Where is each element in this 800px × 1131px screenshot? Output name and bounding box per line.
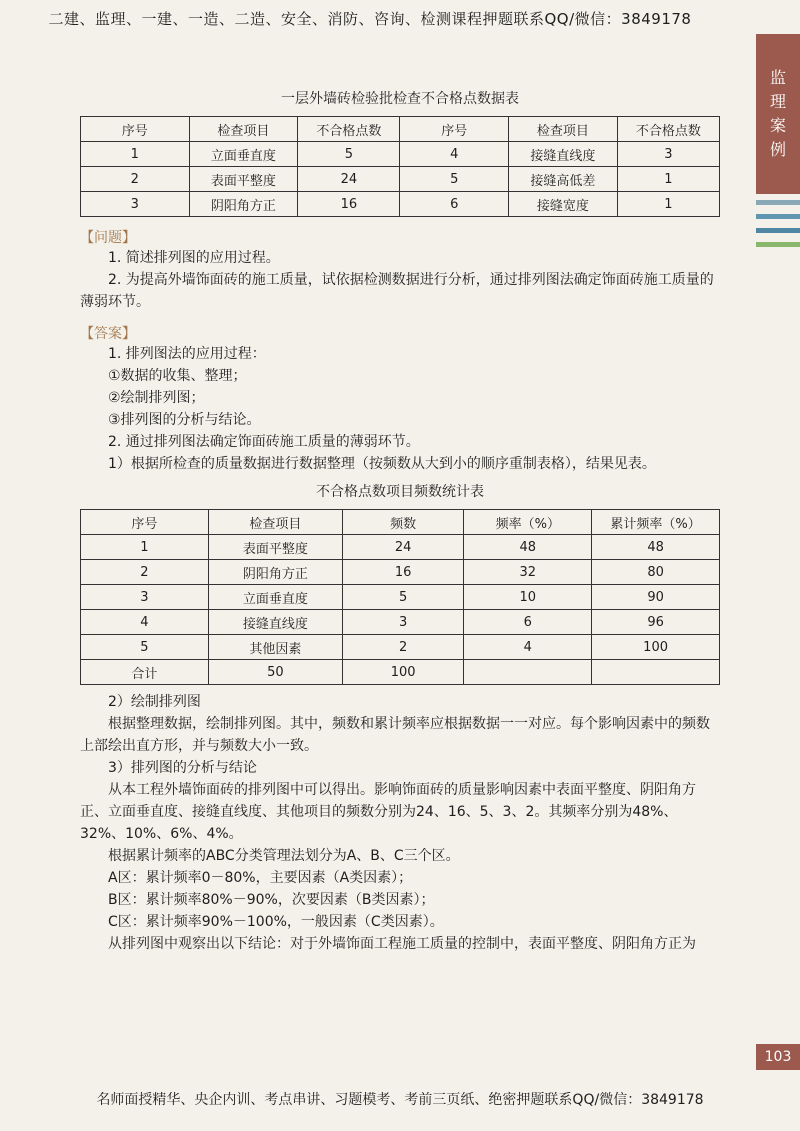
chapter-tab: [756, 34, 800, 194]
table-cell: 5: [81, 635, 209, 660]
header-banner: 二建、监理、一建、一造、二造、安全、消防、咨询、检测课程押题联系QQ/微信：3849178: [48, 10, 692, 28]
table-cell: 100: [342, 660, 463, 685]
table-row: [81, 535, 720, 560]
frequency-table: [80, 509, 720, 685]
table-cell: 接缝高低差: [509, 167, 618, 192]
table-cell: 1: [81, 535, 209, 560]
table-cell: 3: [617, 142, 719, 167]
table-row: [81, 560, 720, 585]
table-header-cell: 频数: [342, 510, 463, 535]
answer-heading: 1. 排列图法的应用过程：: [108, 346, 266, 362]
question-item: 1. 简述排列图的应用过程。: [108, 250, 280, 266]
table-row: [81, 142, 720, 167]
table-cell: 32: [464, 560, 592, 585]
answer-step: ②绘制排列图；: [108, 390, 205, 406]
section-heading: 2）绘制排列图: [108, 694, 201, 710]
table-cell: 100: [592, 635, 720, 660]
paragraph: A区：累计频率0－80%，主要因素（A类因素）；: [108, 870, 413, 886]
table-header-cell: 检查项目: [208, 510, 342, 535]
table-cell: 合计: [81, 660, 209, 685]
table-cell: 90: [592, 585, 720, 610]
table-row: [81, 167, 720, 192]
answer-step: ③排列图的分析与结论。: [108, 412, 261, 428]
table-cell: 4: [400, 142, 509, 167]
table-cell: 接缝直线度: [208, 610, 342, 635]
decor-stripe: [756, 228, 800, 233]
table-header-cell: 序号: [81, 117, 190, 142]
table-header-cell: 不合格点数: [617, 117, 719, 142]
question-item: 2. 为提高外墙饰面砖的施工质量，试依据检测数据进行分析，通过排列图法确定饰面砖施工质量的薄弱环节。: [80, 272, 714, 310]
table-row: [81, 192, 720, 217]
table-cell: 48: [464, 535, 592, 560]
table-cell: 5: [298, 142, 400, 167]
table-row: [81, 585, 720, 610]
decor-stripe: [756, 242, 800, 247]
answer-step: 1）根据所检查的质量数据进行数据整理（按频数从大到小的顺序重制表格），结果见表。: [108, 456, 656, 472]
table-cell: 3: [342, 610, 463, 635]
table-cell: 其他因素: [208, 635, 342, 660]
paragraph: B区：累计频率80%－90%，次要因素（B类因素）；: [108, 892, 435, 908]
table-cell: [464, 660, 592, 685]
table-cell: 3: [81, 585, 209, 610]
footer-banner: 名师面授精华、央企内训、考点串讲、习题模考、考前三页纸、绝密押题联系QQ/微信：3849178: [96, 1092, 704, 1108]
defect-data-table: [80, 116, 720, 217]
decor-stripe: [756, 200, 800, 205]
table-cell: 阴阳角方正: [189, 192, 298, 217]
table-cell: 5: [400, 167, 509, 192]
table-total-row: [81, 660, 720, 685]
chapter-tab-char: 理: [769, 92, 786, 111]
table-cell: 24: [298, 167, 400, 192]
table-cell: 1: [81, 142, 190, 167]
table-cell: 1: [617, 192, 719, 217]
table-cell: 24: [342, 535, 463, 560]
table1-caption: 一层外墙砖检验批检查不合格点数据表: [281, 91, 519, 107]
table-cell: 1: [617, 167, 719, 192]
table-cell: 立面垂直度: [208, 585, 342, 610]
table-cell: 2: [81, 167, 190, 192]
table2-caption: 不合格点数项目频数统计表: [316, 484, 484, 500]
table-header-cell: 检查项目: [189, 117, 298, 142]
table-row: [81, 610, 720, 635]
table-cell: 50: [208, 660, 342, 685]
table-cell: 4: [81, 610, 209, 635]
table-cell: 接缝宽度: [509, 192, 618, 217]
table-header-row: [81, 510, 720, 535]
table-row: [81, 635, 720, 660]
table-cell: 16: [298, 192, 400, 217]
table-cell: 4: [464, 635, 592, 660]
table-cell: 3: [81, 192, 190, 217]
answer-step: ①数据的收集、整理；: [108, 368, 247, 384]
table-cell: 6: [400, 192, 509, 217]
table-cell: 表面平整度: [189, 167, 298, 192]
table-header-cell: 序号: [400, 117, 509, 142]
table-cell: 16: [342, 560, 463, 585]
questions-label: 【问题】: [80, 230, 136, 246]
chapter-tab-char: 监: [769, 68, 786, 87]
page-content: [80, 88, 720, 955]
table-cell: 立面垂直度: [189, 142, 298, 167]
page-number: 103: [756, 1044, 800, 1070]
answers-label: 【答案】: [80, 326, 136, 342]
table-cell: 10: [464, 585, 592, 610]
table-header-cell: 不合格点数: [298, 117, 400, 142]
paragraph: 根据整理数据，绘制排列图。其中，频数和累计频率应根据数据一一对应。每个影响因素中的频数上部绘出直方形，并与频数大小一致。: [80, 716, 710, 754]
table-cell: 接缝直线度: [509, 142, 618, 167]
table-header-cell: 累计频率（%）: [592, 510, 720, 535]
paragraph: 根据累计频率的ABC分类管理法划分为A、B、C三个区。: [108, 848, 460, 864]
chapter-tab-char: 例: [769, 140, 786, 159]
table-cell: 表面平整度: [208, 535, 342, 560]
table-header-row: [81, 117, 720, 142]
table-cell: [592, 660, 720, 685]
table-cell: 阴阳角方正: [208, 560, 342, 585]
section-heading: 3）排列图的分析与结论: [108, 760, 257, 776]
table-cell: 6: [464, 610, 592, 635]
decor-stripe: [756, 214, 800, 219]
table-cell: 5: [342, 585, 463, 610]
table-cell: 2: [342, 635, 463, 660]
paragraph: C区：累计频率90%－100%，一般因素（C类因素）。: [108, 914, 444, 930]
table-cell: 80: [592, 560, 720, 585]
table-cell: 2: [81, 560, 209, 585]
paragraph: 从排列图中观察出以下结论：对于外墙饰面工程施工质量的控制中，表面平整度、阴阳角方正为: [108, 936, 696, 952]
table-header-cell: 频率（%）: [464, 510, 592, 535]
table-cell: 48: [592, 535, 720, 560]
answer-heading: 2. 通过排列图法确定饰面砖施工质量的薄弱环节。: [108, 434, 420, 450]
table-header-cell: 序号: [81, 510, 209, 535]
paragraph: 从本工程外墙饰面砖的排列图中可以得出。影响饰面砖的质量影响因素中表面平整度、阴阳角方正、立面垂直度、接缝直线度、其他项目的频数分别为24、16、5、3、2。其频率分别为48%、32%、10%、6%、4%。: [80, 782, 696, 842]
table-header-cell: 检查项目: [509, 117, 618, 142]
chapter-tab-char: 案: [769, 116, 786, 135]
table-cell: 96: [592, 610, 720, 635]
